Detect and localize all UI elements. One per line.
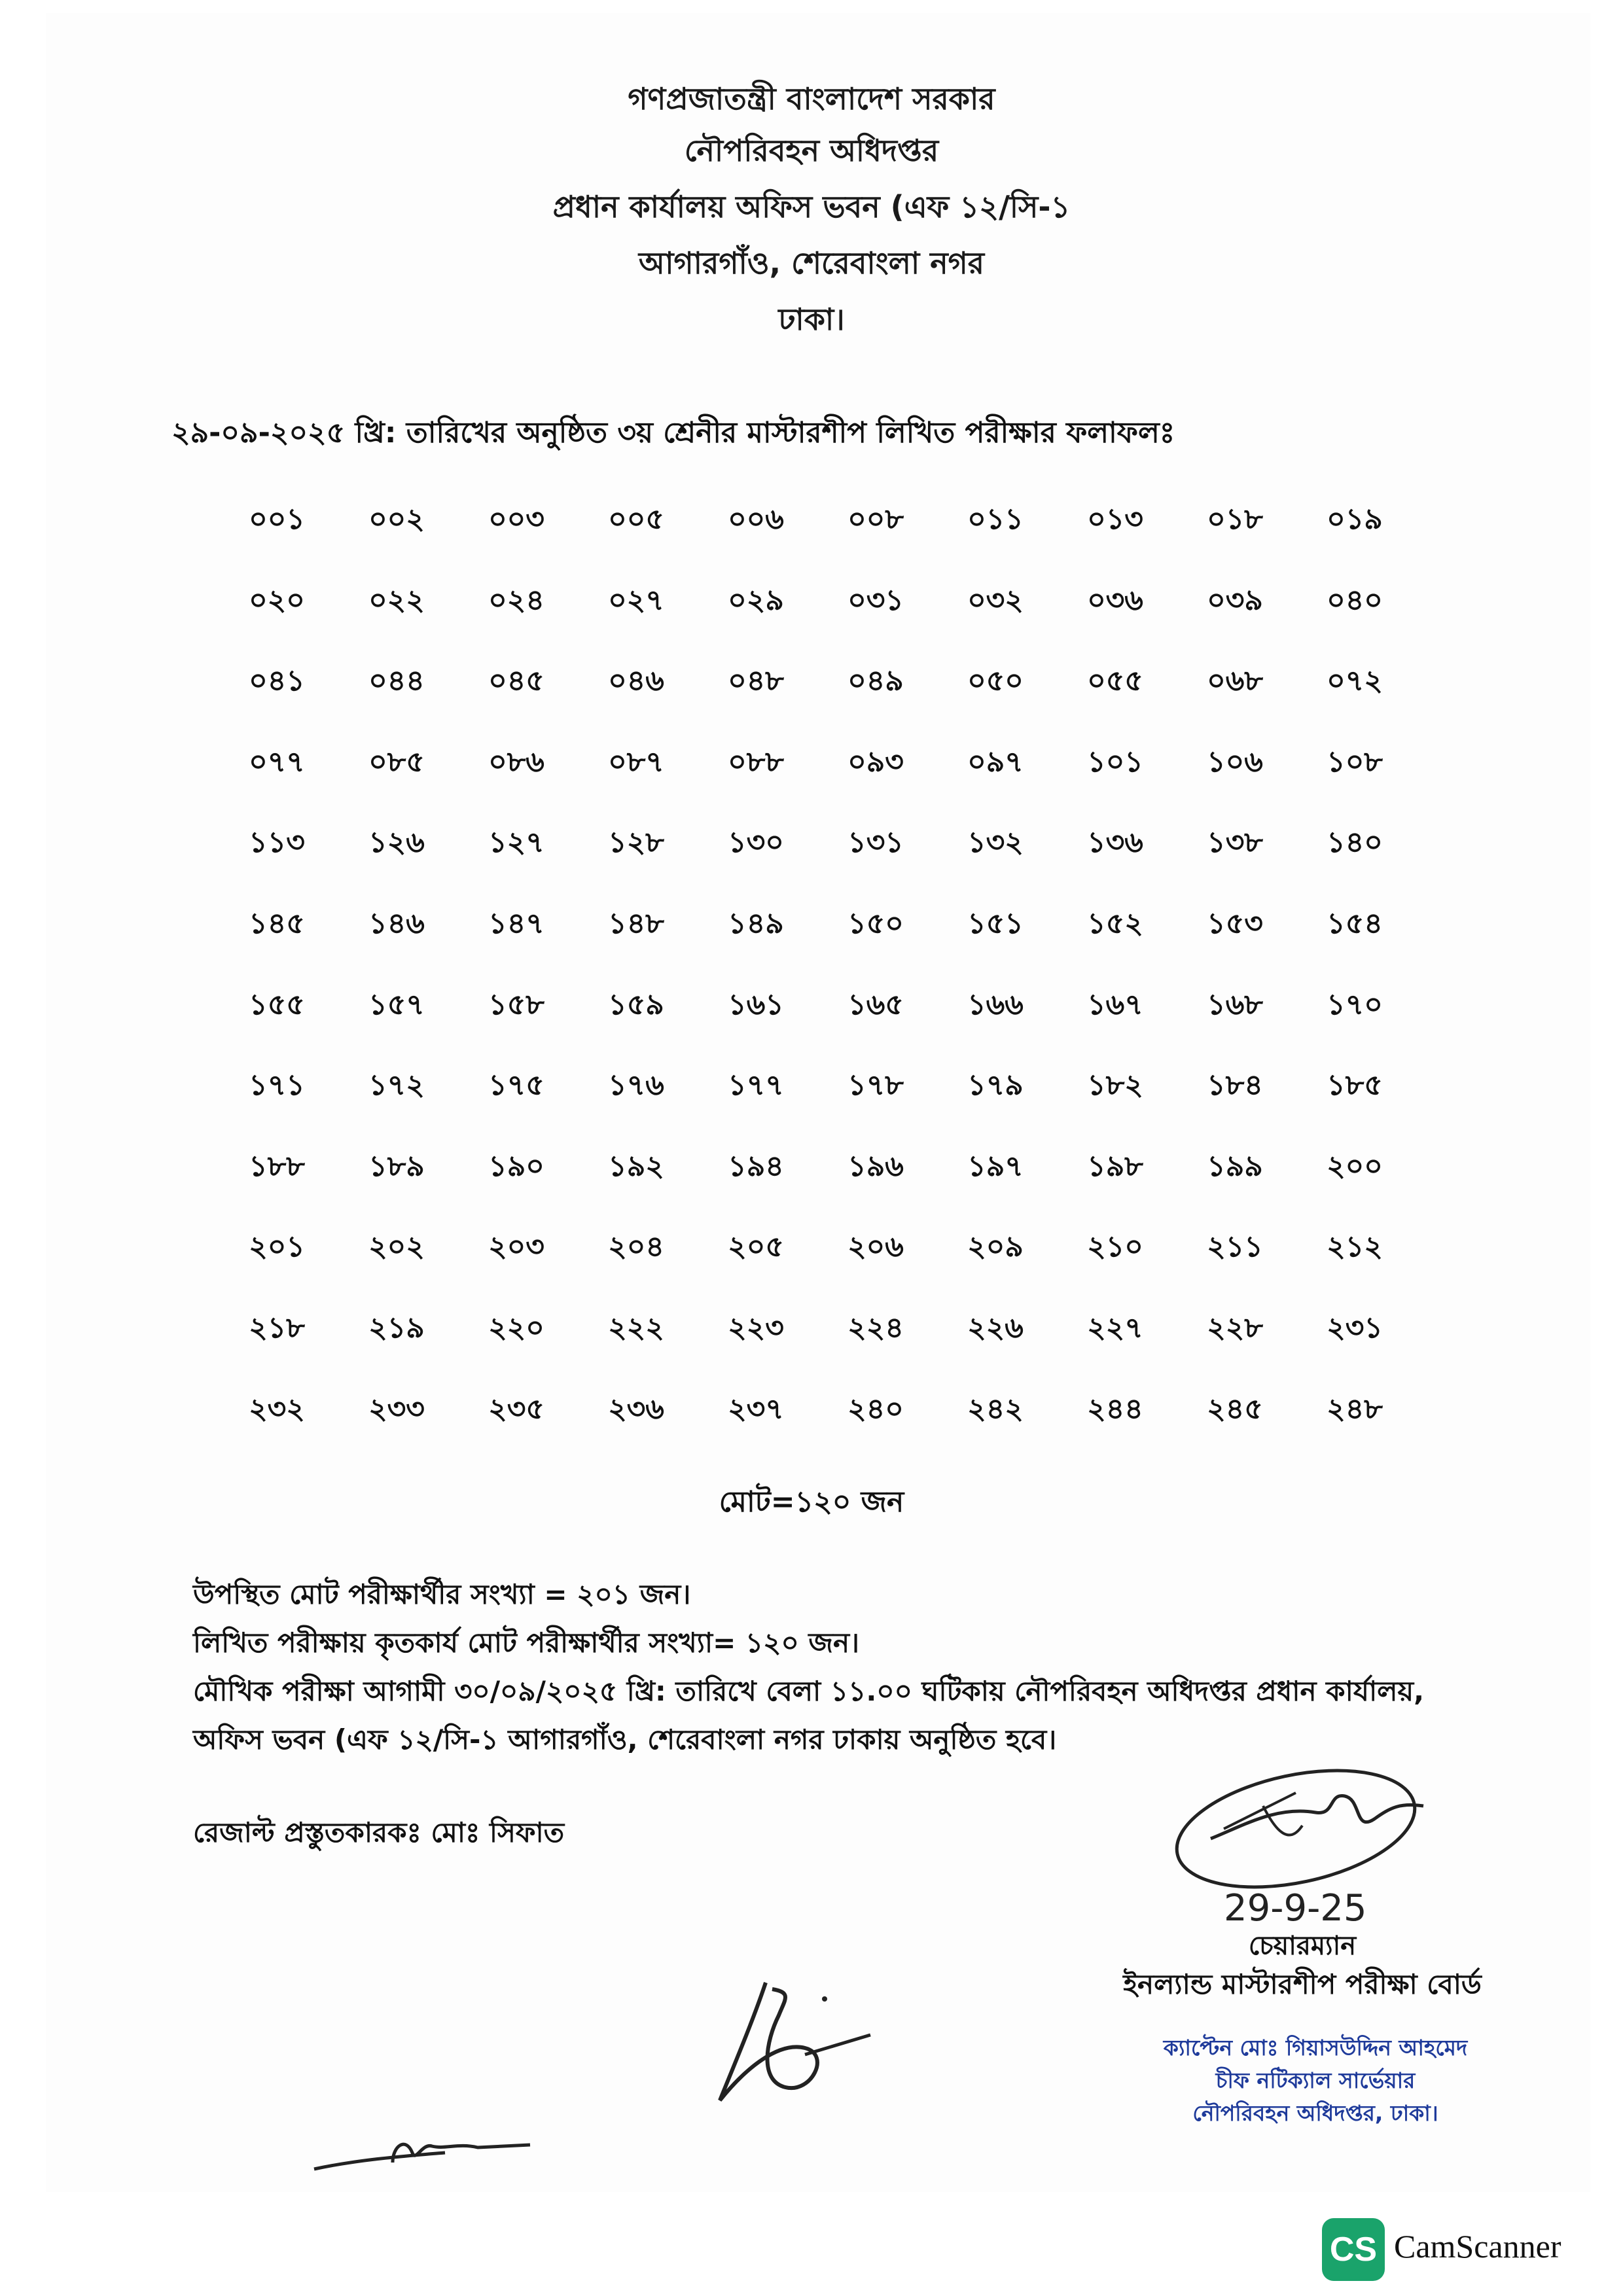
- roll-number: ১৮৫: [1327, 1069, 1383, 1103]
- roll-number: ১৭৫: [488, 1069, 544, 1103]
- roll-number: ১৭৮: [847, 1069, 904, 1103]
- roll-number: ১২৭: [488, 826, 544, 860]
- header-office: প্রধান কার্যালয় অফিস ভবন (এফ ১২/সি-১: [552, 189, 1071, 224]
- roll-number: ০২৭: [608, 583, 664, 617]
- roll-number: ০১৮: [1207, 503, 1263, 536]
- header-government: গণপ্রজাতন্ত্রী বাংলাদেশ সরকার: [628, 81, 995, 116]
- roll-number: ০৫৫: [1087, 664, 1143, 698]
- roll-number: ১৬৬: [967, 987, 1024, 1021]
- roll-number: ২২৮: [1207, 1311, 1263, 1345]
- note-passed-count: লিখিত পরীক্ষায় কৃতকার্য মোট পরীক্ষার্থীর সংখ্যা= ১২০ জন।: [193, 1627, 860, 1659]
- roll-number: ০৩৯: [1207, 583, 1263, 617]
- roll-number: ০৭২: [1327, 664, 1383, 698]
- camscanner-logo-icon: CS: [1322, 2218, 1385, 2281]
- roll-number: ১৫৪: [1327, 906, 1383, 940]
- signatory-title: চেয়ারম্যান: [1248, 1931, 1357, 1961]
- note-present-count: উপস্থিত মোট পরীক্ষার্থীর সংখ্যা = ২০১ জন।: [193, 1578, 691, 1610]
- roll-number: ২৩২: [249, 1392, 305, 1426]
- prepared-by: রেজাল্ট প্রস্তুতকারকঃ মোঃ সিফাত: [193, 1816, 565, 1848]
- roll-number: ১৬১: [728, 987, 784, 1021]
- roll-number: ২১৯: [368, 1311, 425, 1345]
- roll-number: ০৪৮: [728, 664, 784, 698]
- camscanner-brand: CamScanner: [1394, 2228, 1561, 2265]
- result-notes: [193, 1570, 1424, 1764]
- roll-number: ১০৮: [1327, 745, 1383, 779]
- document-header: [0, 75, 1623, 347]
- roll-number: ২২৬: [967, 1311, 1024, 1345]
- roll-number: ১৭১: [249, 1069, 305, 1103]
- roll-number: ১৬৮: [1207, 987, 1263, 1021]
- roll-number: ২২৩: [728, 1311, 784, 1345]
- roll-number: ১২৮: [608, 826, 664, 860]
- roll-number: ০৮৭: [608, 745, 664, 779]
- roll-number: ১৪০: [1327, 826, 1383, 860]
- roll-number: ১৫৭: [368, 987, 425, 1021]
- roll-number: ০৮৫: [368, 745, 425, 779]
- roll-number: ০০২: [368, 503, 425, 536]
- roll-number: ২০৫: [728, 1230, 784, 1264]
- roll-number: ০০৮: [847, 503, 904, 536]
- roll-number: ২০৬: [847, 1230, 904, 1264]
- roll-number: ১৯৮: [1087, 1149, 1143, 1183]
- roll-number: ১৮৯: [368, 1149, 425, 1183]
- roll-number: ১৩৮: [1207, 826, 1263, 860]
- roll-number-grid: [247, 497, 1445, 1468]
- signature-date: 29-9-25: [1224, 1887, 1367, 1930]
- roll-number: ১৩০: [728, 826, 784, 860]
- roll-number: ২২৪: [847, 1311, 904, 1345]
- roll-number: ১৮৮: [249, 1149, 305, 1183]
- roll-number: ১৭০: [1327, 987, 1383, 1021]
- roll-number: ০৮৬: [488, 745, 544, 779]
- roll-number: ২০৪: [608, 1230, 664, 1264]
- header-area: আগারগাঁও, শেরেবাংলা নগর: [638, 245, 985, 281]
- roll-number: ০৪৫: [488, 664, 544, 698]
- roll-number: ১৩৬: [1087, 826, 1143, 860]
- roll-number: ১৭৭: [728, 1069, 784, 1103]
- roll-number: ০২৪: [488, 583, 544, 617]
- roll-number: ২০১: [249, 1230, 305, 1264]
- roll-number: ০১১: [967, 503, 1024, 536]
- roll-number: ১৪৫: [249, 906, 305, 940]
- roll-number: ১৮২: [1087, 1069, 1143, 1103]
- roll-number: ২০২: [368, 1230, 425, 1264]
- roll-number: ১০৬: [1207, 745, 1263, 779]
- roll-number: ০৯৩: [847, 745, 904, 779]
- header-city: ঢাকা।: [778, 302, 845, 337]
- roll-number: ২০৩: [488, 1230, 544, 1264]
- roll-number: ২০৯: [967, 1230, 1024, 1264]
- roll-number: ১৫৯: [608, 987, 664, 1021]
- signatory-board: ইনল্যান্ড মাস্টারশীপ পরীক্ষা বোর্ড: [1123, 1968, 1482, 2000]
- roll-number: ১৯৭: [967, 1149, 1024, 1183]
- roll-number: ০০৬: [728, 503, 784, 536]
- stamp-office: নৌপরিবহন অধিদপ্তর, ঢাকা।: [1192, 2100, 1438, 2126]
- roll-number: ১৮৪: [1207, 1069, 1263, 1103]
- roll-number: ২১০: [1087, 1230, 1143, 1264]
- roll-number: ২০০: [1327, 1149, 1383, 1183]
- roll-number: ২৪৮: [1327, 1392, 1383, 1426]
- roll-number: ০১৯: [1327, 503, 1383, 536]
- roll-number: ০৩১: [847, 583, 904, 617]
- member-signature-center: [694, 1963, 890, 2113]
- roll-number: ২৪৪: [1087, 1392, 1143, 1426]
- roll-number: ০০৩: [488, 503, 544, 536]
- roll-number: ০১৩: [1087, 503, 1143, 536]
- chairman-signature: [1165, 1767, 1466, 1937]
- roll-number: ০৮৮: [728, 745, 784, 779]
- roll-number: ২২২: [608, 1311, 664, 1345]
- roll-number: ১৭৯: [967, 1069, 1024, 1103]
- note-viva-line-2: অফিস ভবন (এফ ১২/সি-১ আগারগাঁও, শেরেবাংলা নগর ঢাকায় অনুষ্ঠিত হবে।: [193, 1723, 1057, 1756]
- roll-number: ০৬৮: [1207, 664, 1263, 698]
- roll-number: ০৪৯: [847, 664, 904, 698]
- roll-number: ১৫৮: [488, 987, 544, 1021]
- roll-number: ১৪৮: [608, 906, 664, 940]
- roll-number: ০০৫: [608, 503, 664, 536]
- roll-number: ০৪৬: [608, 664, 664, 698]
- roll-number: ১৫২: [1087, 906, 1143, 940]
- roll-number: ২২০: [488, 1311, 544, 1345]
- roll-number: ২৪২: [967, 1392, 1024, 1426]
- roll-number: ১৯৪: [728, 1149, 784, 1183]
- roll-number: ০২৯: [728, 583, 784, 617]
- roll-number: ০৩২: [967, 583, 1024, 617]
- roll-number: ১১৩: [249, 826, 305, 860]
- roll-number: ১৯২: [608, 1149, 664, 1183]
- roll-number: ১৫৩: [1207, 906, 1263, 940]
- roll-number: ২১১: [1207, 1230, 1263, 1264]
- roll-number: ২৩৩: [368, 1392, 425, 1426]
- stamp-name: ক্যাপ্টেন মোঃ গিয়াসউদ্দিন আহমেদ: [1163, 2035, 1468, 2060]
- roll-number: ০২২: [368, 583, 425, 617]
- roll-number: ০৪০: [1327, 583, 1383, 617]
- roll-number: ১৪৯: [728, 906, 784, 940]
- roll-number: ২৩৫: [488, 1392, 544, 1426]
- roll-number: ১৫০: [847, 906, 904, 940]
- note-viva-line-1: মৌখিক পরীক্ষা আগামী ৩০/০৯/২০২৫ খ্রি: তারিখে বেলা ১১.০০ ঘটিকায় নৌপরিবহন অধিদপ্তর প্রধান কার্যালয়,: [193, 1675, 1425, 1707]
- results-heading: ২৯-০৯-২০২৫ খ্রি: তারিখের অনুষ্ঠিত ৩য় শ্রেনীর মাস্টারশীপ লিখিত পরীক্ষার ফলাফলঃ: [171, 416, 1175, 450]
- roll-number: ১৯৬: [847, 1149, 904, 1183]
- roll-number: ১৪৬: [368, 906, 425, 940]
- stamp-designation: চীফ নটিক্যাল সার্ভেয়ার: [1215, 2068, 1416, 2093]
- roll-number: ০৪৪: [368, 664, 425, 698]
- roll-number: ২১৮: [249, 1311, 305, 1345]
- total-count: মোট=১২০ জন: [719, 1485, 904, 1519]
- roll-number: ২৪০: [847, 1392, 904, 1426]
- roll-number: ১৬৫: [847, 987, 904, 1021]
- roll-number: ১৪৭: [488, 906, 544, 940]
- roll-number: ২১২: [1327, 1230, 1383, 1264]
- header-department: নৌপরিবহন অধিদপ্তর: [684, 133, 939, 168]
- official-stamp: [1145, 2032, 1486, 2130]
- roll-number: ০৪১: [249, 664, 305, 698]
- roll-number: ১৩২: [967, 826, 1024, 860]
- roll-number: ০০১: [249, 503, 305, 536]
- roll-number: ১৫১: [967, 906, 1024, 940]
- roll-number: ১৯০: [488, 1149, 544, 1183]
- roll-number: ০৩৬: [1087, 583, 1143, 617]
- roll-number: ০৭৭: [249, 745, 305, 779]
- roll-number: ০৯৭: [967, 745, 1024, 779]
- member-signature-left: [308, 2107, 543, 2185]
- roll-number: ২৪৫: [1207, 1392, 1263, 1426]
- roll-number: ১২৬: [368, 826, 425, 860]
- roll-number: ০২০: [249, 583, 305, 617]
- roll-number: ১৭৬: [608, 1069, 664, 1103]
- roll-number: ১৩১: [847, 826, 904, 860]
- roll-number: ২৩৭: [728, 1392, 784, 1426]
- roll-number: ২৩১: [1327, 1311, 1383, 1345]
- roll-number: ১৬৭: [1087, 987, 1143, 1021]
- roll-number: ১৫৫: [249, 987, 305, 1021]
- roll-number: ০৫০: [967, 664, 1024, 698]
- roll-number: ১০১: [1087, 745, 1143, 779]
- signatory-block: [1106, 1927, 1499, 2004]
- roll-number: ১৯৯: [1207, 1149, 1263, 1183]
- roll-number: ২৩৬: [608, 1392, 664, 1426]
- roll-number: ২২৭: [1087, 1311, 1143, 1345]
- roll-number: ১৭২: [368, 1069, 425, 1103]
